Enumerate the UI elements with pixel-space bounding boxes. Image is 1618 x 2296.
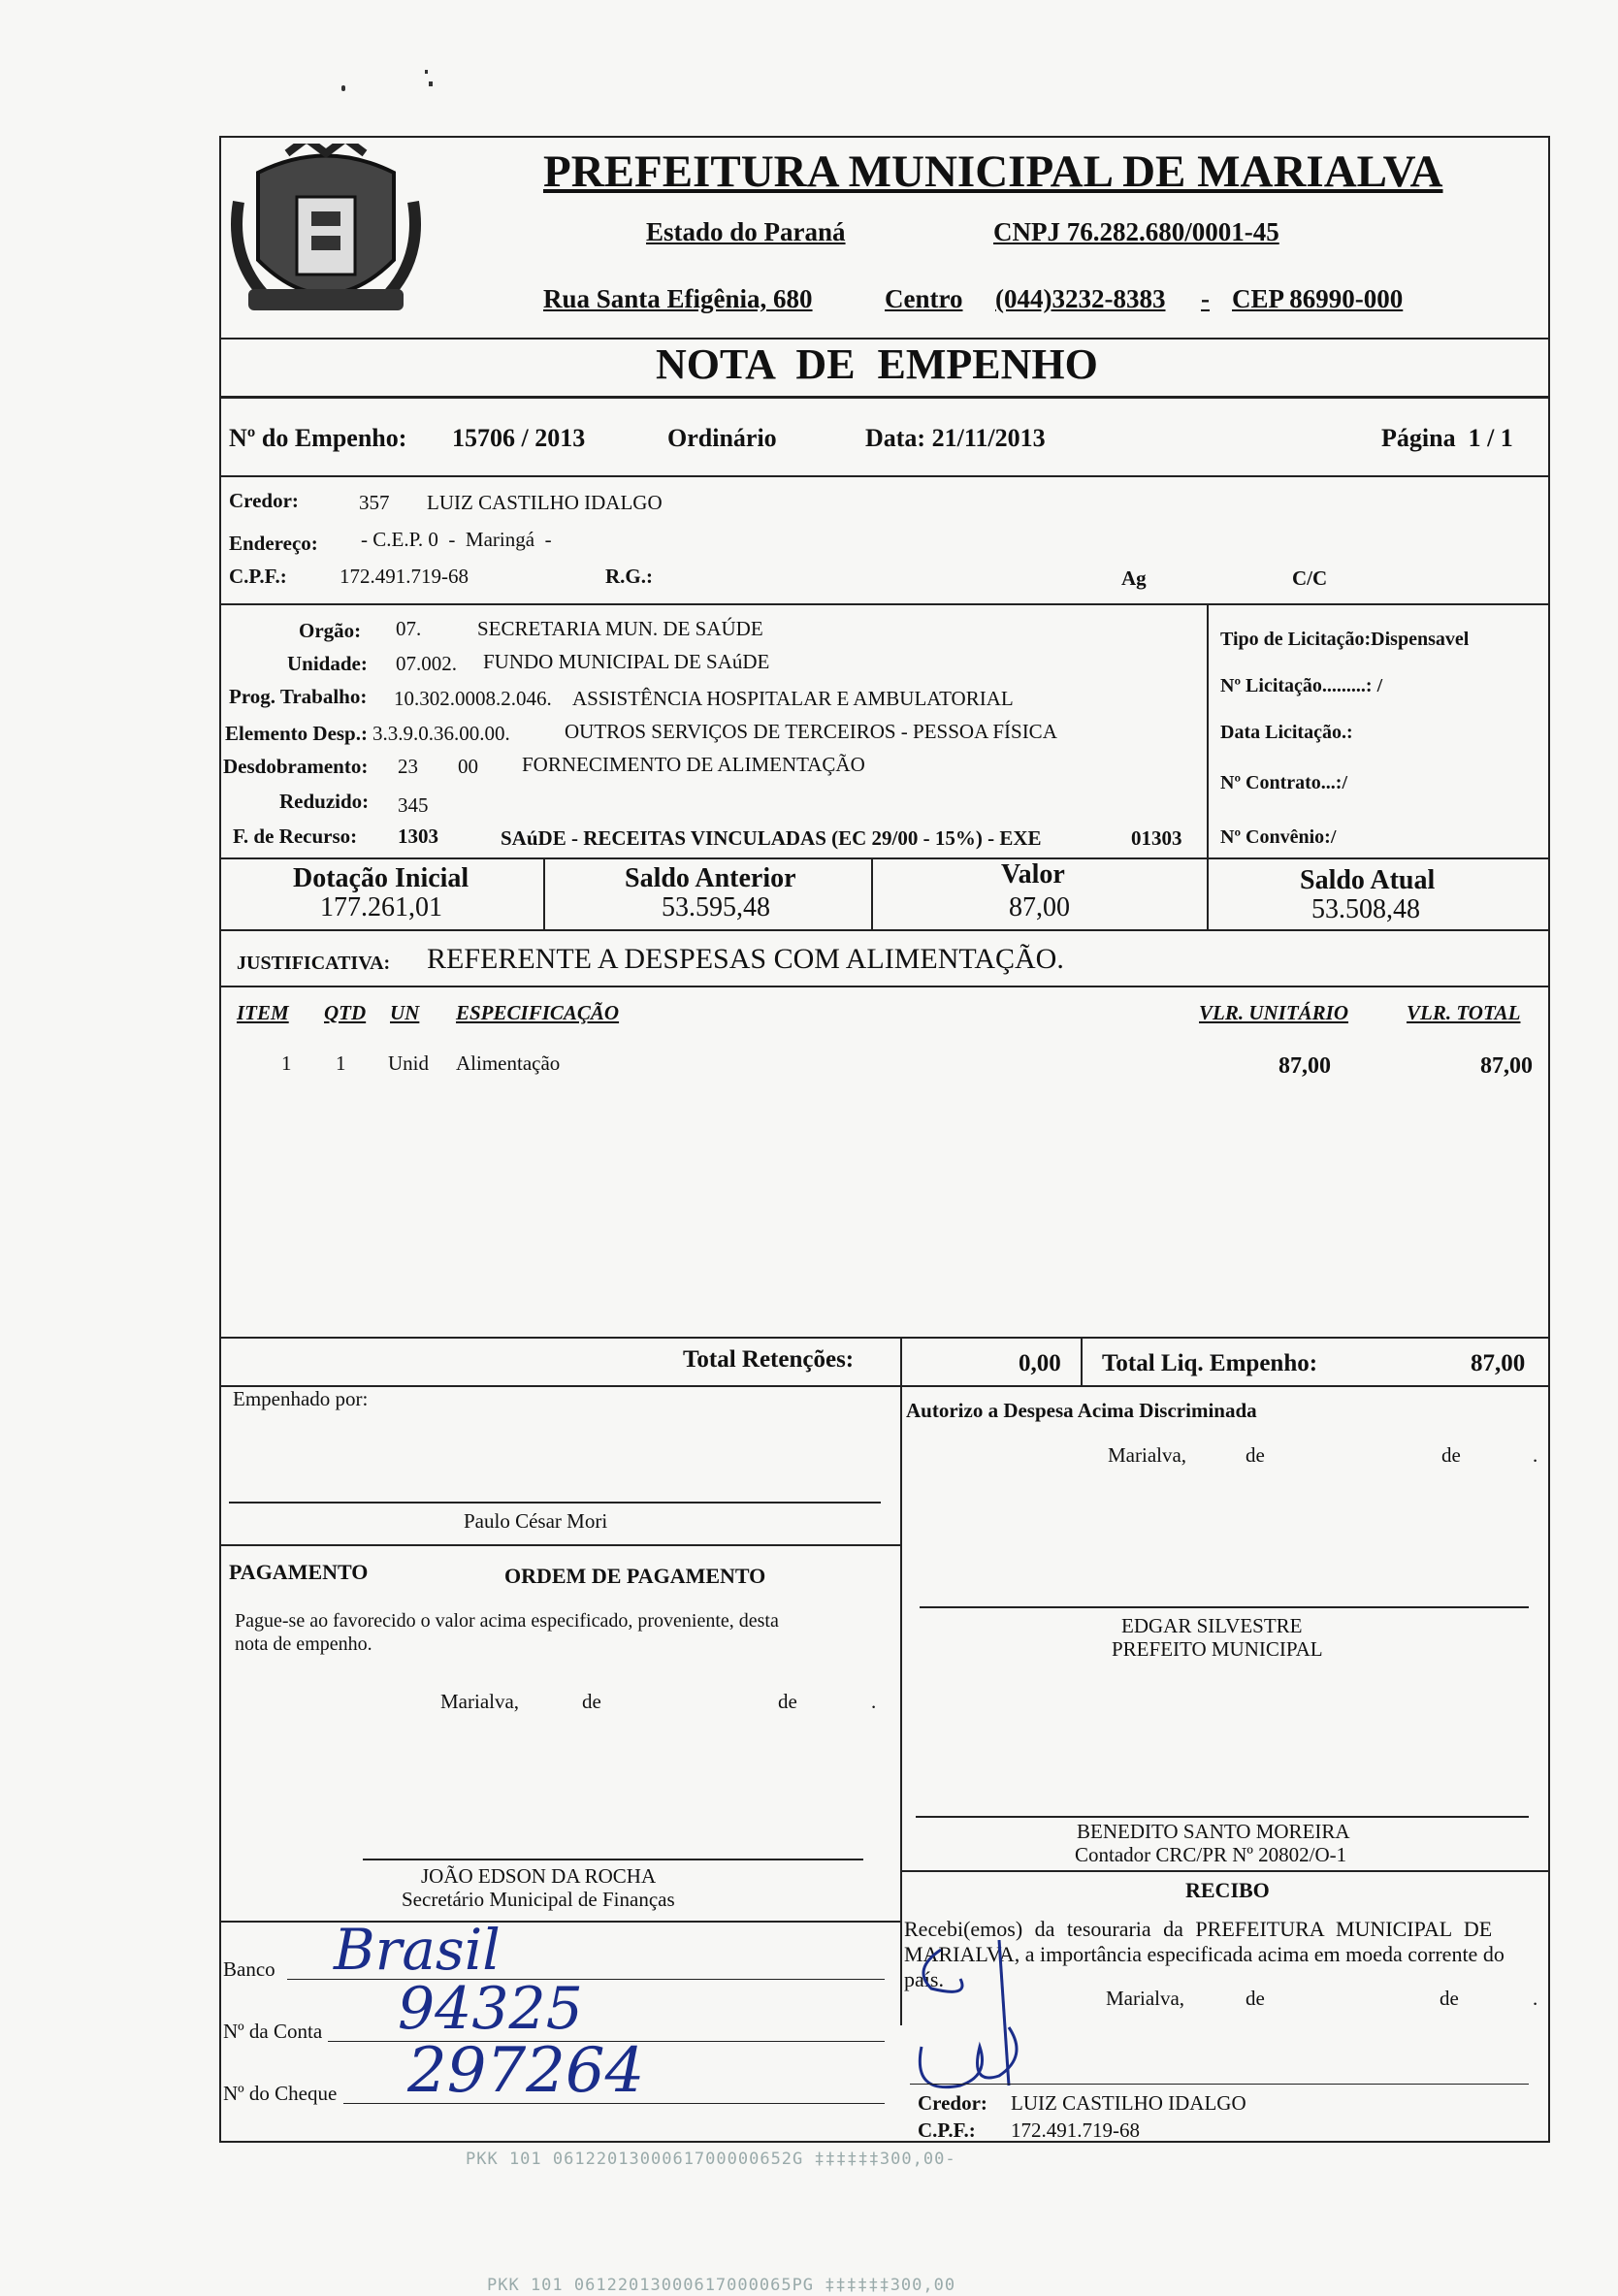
scan-mark [425,70,428,74]
recibo-credor-name: LUIZ CASTILHO IDALGO [1011,2091,1246,2115]
col-qtd: QTD [324,1001,367,1024]
divider [219,1921,902,1923]
tipo-licitacao [1220,629,1469,651]
telefone: (044)3232-8383 [995,284,1166,313]
recibo-cpf: 172.491.719-68 [1011,2118,1140,2142]
recibo-text-1: Recebi(emos) da tesouraria da PREFEITURA MUNICIPAL DE [904,1917,1493,1941]
prefeito-role: PREFEITO MUNICIPAL [1112,1637,1323,1661]
recibo-de-2: de [1440,1987,1459,2010]
divider [900,1337,902,1387]
recibo-text-2: MARIALVA, a importância especificada acima em moeda corrente do [904,1942,1505,1966]
saldo-atual-value: 53.508,48 [1311,894,1420,924]
divider [219,986,1548,987]
divider [219,1385,1548,1387]
orgao-name: SECRETARIA MUN. DE SAÚDE [477,617,763,640]
endereco-label: Endereço: [229,532,318,555]
desdobramento-sub: 00 [458,755,478,778]
conta-handwriting: 94325 [398,1975,583,2043]
pagina: Página 1 / 1 [1381,424,1513,452]
recurso-code: 1303 [398,825,438,848]
col-valor-total: VLR. TOTAL [1407,1001,1521,1024]
total-liquido-value: 87,00 [1471,1350,1526,1376]
pagamento-de-2: de [778,1690,797,1713]
ordem-pagamento-label: ORDEM DE PAGAMENTO [504,1564,766,1588]
col-especificacao: ESPECIFICAÇÃO [456,1001,620,1024]
divider [871,857,873,929]
numero-licitacao: Nº Licitação.........: / [1220,675,1383,696]
cheque-label: Nº do Cheque [223,2082,338,2105]
autorizo-de-2: de [1441,1443,1461,1467]
empenho-data: Data: 21/11/2013 [865,424,1046,452]
divider [1207,857,1209,929]
divider [543,857,545,929]
tipo-licitacao-text: Tipo de Licitação:Dispensavel [1220,629,1470,650]
dotacao-inicial-value: 177.261,01 [320,892,442,922]
pagamento-text-2: nota de empenho. [235,1633,372,1655]
row-valor-unitario: 87,00 [1278,1053,1331,1079]
desdobramento-label: Desdobramento: [223,755,369,778]
conta-corrente-label: C/C [1292,566,1328,590]
desdobramento-name: FORNECIMENTO DE ALIMENTAÇÃO [522,753,865,776]
reduzido-code: 345 [398,793,429,817]
prog-label: Prog. Trabalho: [229,685,368,708]
separator: - [1201,284,1210,313]
pagamento-label: PAGAMENTO [229,1560,369,1584]
scan-mark [429,81,433,86]
autorizo-de-1: de [1246,1443,1265,1467]
rg-label: R.G.: [605,565,653,588]
valor-value: 87,00 [1009,892,1070,922]
divider [219,857,1548,859]
secretario-role: Secretário Municipal de Finanças [402,1888,675,1911]
divider [219,603,1548,605]
justificativa-label: JUSTIFICATIVA: [237,953,391,974]
empenhado-label: Empenhado por: [233,1387,369,1410]
banco-label: Banco [223,1957,275,1981]
row-especificacao: Alimentação [456,1051,561,1075]
contador-role: Contador CRC/PR Nº 20802/O-1 [1075,1843,1347,1866]
numero-convenio: Nº Convênio:/ [1220,826,1337,848]
dotacao-inicial-label: Dotação Inicial [293,863,469,893]
elemento-code: 3.3.9.0.36.00.00. [372,722,510,745]
col-valor-unitario: VLR. UNITÁRIO [1199,1001,1349,1024]
city-coat-of-arms [229,144,423,338]
document-title: NOTA DE EMPENHO [656,340,1098,388]
orgao-code: 07. [396,617,422,640]
row-un: Unid [388,1051,429,1075]
autorizo-place: Marialva, [1108,1443,1187,1467]
unidade-label: Unidade: [287,652,368,675]
elemento-label: Elemento Desp.: [225,722,368,745]
desdobramento-code: 23 [398,755,418,778]
banco-handwriting: Brasil [334,1917,501,1983]
empenho-tipo: Ordinário [667,424,777,452]
pagamento-place: Marialva, [440,1690,520,1713]
col-un: UN [390,1001,420,1024]
recibo-dot: . [1533,1987,1538,2010]
scan-mark [341,85,345,91]
page-title: PREFEITURA MUNICIPAL DE MARIALVA [543,146,1443,197]
recurso-label: F. de Recurso: [233,825,358,848]
data-licitacao: Data Licitação.: [1220,722,1353,743]
recurso-code-2: 01303 [1131,826,1182,850]
autorizo-dot: . [1533,1443,1538,1467]
cep: CEP 86990-000 [1232,284,1404,313]
empenho-number: 15706 / 2013 [452,424,586,452]
signature-line [916,1816,1529,1818]
col-item: ITEM [237,1001,289,1024]
estado: Estado do Paraná [646,217,846,246]
secretario-name: JOÃO EDSON DA ROCHA [421,1864,657,1888]
cheque-handwriting: 297264 [407,2035,645,2107]
unidade-code: 07.002. [396,652,457,675]
row-item: 1 [281,1051,292,1075]
empenho-label: Nº do Empenho: [229,424,407,452]
recibo-cpf-label: C.P.F.: [918,2118,976,2142]
recibo-de-1: de [1246,1987,1265,2010]
reduzido-label: Reduzido: [279,790,370,813]
total-liquido-label: Total Liq. Empenho: [1102,1350,1318,1376]
recibo-title: RECIBO [1185,1878,1270,1902]
saldo-anterior-label: Saldo Anterior [625,863,796,893]
autorizo-label: Autorizo a Despesa Acima Discriminada [906,1399,1257,1422]
divider [900,1870,1548,1872]
empenhado-name: Paulo César Mori [464,1509,608,1533]
saldo-anterior-value: 53.595,48 [662,892,770,922]
prog-name: ASSISTÊNCIA HOSPITALAR E AMBULATORIAL [572,687,1014,710]
credor-label: Credor: [229,489,299,512]
credor-cpf: 172.491.719-68 [340,565,469,588]
divider [1081,1337,1083,1387]
prog-code: 10.302.0008.2.046. [394,687,552,710]
saldo-atual-label: Saldo Atual [1300,865,1436,895]
cpf-label: C.P.F.: [229,565,287,588]
row-qtd: 1 [336,1051,346,1075]
credor-code: 357 [359,491,390,514]
agencia-label: Ag [1121,566,1147,590]
divider [219,929,1548,931]
signature-line [920,1606,1529,1608]
micr-line: PKK 101 06122013000617000065PG ‡‡‡‡‡‡300,00 [487,2276,956,2295]
pagamento-dot: . [871,1690,877,1713]
total-retencoes-label: Total Retenções: [683,1346,855,1373]
divider [900,1385,902,2025]
row-valor-total: 87,00 [1480,1053,1533,1079]
divider [219,475,1548,477]
credor-endereco: - C.E.P. 0 - Maringá - [361,528,552,551]
valor-label: Valor [1001,859,1065,889]
elemento-name: OUTROS SERVIÇOS DE TERCEIROS - PESSOA FÍSICA [565,720,1057,743]
pagamento-text-1: Pague-se ao favorecido o valor acima especificado, proveniente, desta [235,1610,779,1632]
table-row [0,1048,1618,1086]
credor-name: LUIZ CASTILHO IDALGO [427,491,663,514]
total-retencoes-value: 0,00 [1019,1350,1061,1376]
signature-line [910,2084,1529,2085]
signature-line [363,1859,863,1860]
divider [219,1544,902,1546]
divider [1207,603,1209,857]
pagamento-de-1: de [582,1690,601,1713]
recurso-name: SAúDE - RECEITAS VINCULADAS (EC 29/00 - 15%) - EXE [501,826,1042,850]
justificativa-text: REFERENTE A DESPESAS COM ALIMENTAÇÃO. [427,943,1064,975]
address: Rua Santa Efigênia, 680 [543,284,813,313]
contador-name: BENEDITO SANTO MOREIRA [1077,1820,1350,1843]
micr-line: PKK 101 0612201300061700000652G ‡‡‡‡‡‡300,00- [466,2150,956,2169]
recibo-text-3: país. [904,1967,944,1991]
prefeito-name: EDGAR SILVESTRE [1121,1614,1303,1637]
conta-label: Nº da Conta [223,2020,323,2043]
cnpj: CNPJ 76.282.680/0001-45 [993,217,1279,246]
orgao-label: Orgão: [299,619,362,642]
divider [219,1337,1548,1339]
divider [219,396,1548,399]
signature-line [229,1502,881,1504]
recibo-place: Marialva, [1106,1987,1185,2010]
numero-contrato: Nº Contrato...:/ [1220,772,1348,793]
credor-signature [902,1940,1048,2105]
unidade-name: FUNDO MUNICIPAL DE SAúDE [483,650,770,673]
bairro: Centro [885,284,963,313]
recibo-credor-label: Credor: [918,2091,987,2115]
